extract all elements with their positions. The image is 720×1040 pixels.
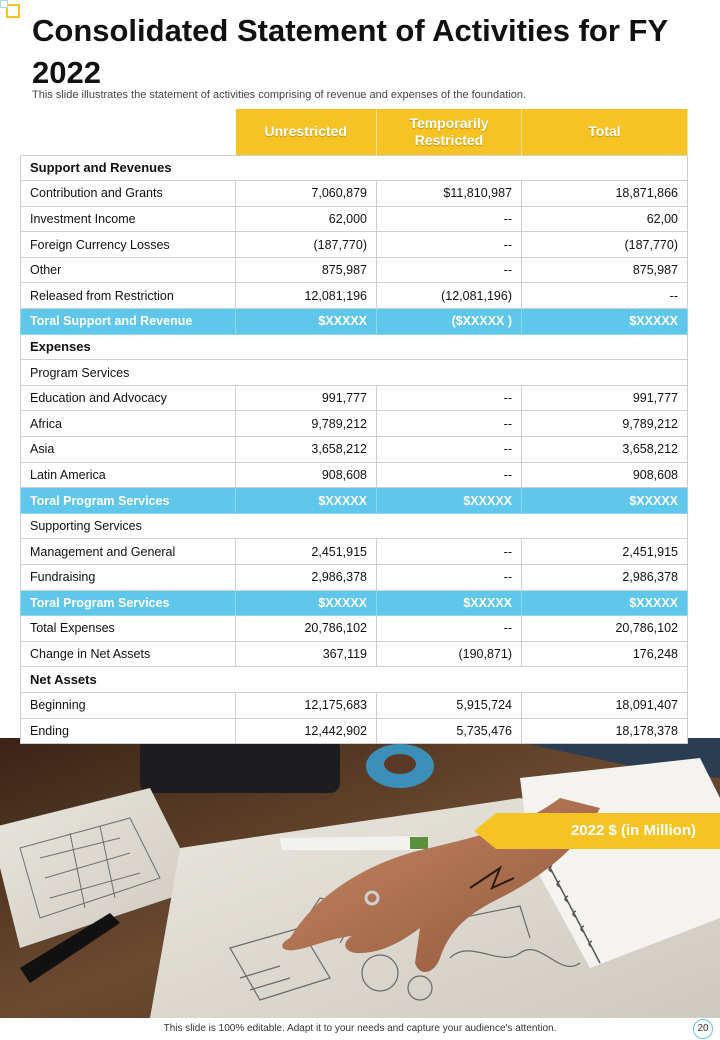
unrestricted-value: (187,770) xyxy=(236,232,377,258)
table-row xyxy=(21,437,688,463)
temporarily-restricted-value: (12,081,196) xyxy=(377,283,522,309)
page-subtitle: This slide illustrates the statement of activities comprising of revenue and expenses of the foundation. xyxy=(32,89,527,101)
unrestricted-value: 12,442,902 xyxy=(236,718,377,744)
row-label: Management and General xyxy=(21,539,236,565)
table-row xyxy=(21,385,688,411)
table-row xyxy=(21,206,688,232)
section-label: Support and Revenues xyxy=(21,155,688,181)
temporarily-restricted-value: $XXXXX xyxy=(377,488,522,514)
row-label: Beginning xyxy=(21,692,236,718)
section-label: Expenses xyxy=(21,334,688,360)
page-number-badge: 20 xyxy=(693,1019,713,1039)
table-header-row xyxy=(21,109,688,155)
row-label: Toral Program Services xyxy=(21,590,236,616)
total-value: 9,789,212 xyxy=(522,411,688,437)
total-value: 20,786,102 xyxy=(522,616,688,642)
temporarily-restricted-value: ($XXXXX ) xyxy=(377,309,522,335)
temporarily-restricted-value: -- xyxy=(377,539,522,565)
table-row xyxy=(21,283,688,309)
table-row xyxy=(21,539,688,565)
temporarily-restricted-value: -- xyxy=(377,385,522,411)
total-row xyxy=(21,488,688,514)
corner-decoration xyxy=(0,0,22,22)
row-label: Latin America xyxy=(21,462,236,488)
page-title: Consolidated Statement of Activities for FY 2022 xyxy=(32,13,668,90)
row-label: Change in Net Assets xyxy=(21,641,236,667)
section-row xyxy=(21,667,688,693)
unrestricted-value: 12,175,683 xyxy=(236,692,377,718)
table-row xyxy=(21,692,688,718)
table-row xyxy=(21,718,688,744)
table-row xyxy=(21,257,688,283)
unrestricted-value: 875,987 xyxy=(236,257,377,283)
unrestricted-value: 991,777 xyxy=(236,385,377,411)
total-value: 18,091,407 xyxy=(522,692,688,718)
header-unrestricted: Unrestricted xyxy=(236,109,377,155)
section-row xyxy=(21,155,688,181)
row-label: Total Expenses xyxy=(21,616,236,642)
table-row xyxy=(21,641,688,667)
total-value: $XXXXX xyxy=(522,488,688,514)
unrestricted-value: $XXXXX xyxy=(236,309,377,335)
row-label: Africa xyxy=(21,411,236,437)
table-row xyxy=(21,616,688,642)
table-row xyxy=(21,181,688,207)
units-banner xyxy=(474,813,720,849)
temporarily-restricted-value: -- xyxy=(377,437,522,463)
temporarily-restricted-value: -- xyxy=(377,462,522,488)
table-row xyxy=(21,411,688,437)
total-value: 18,178,378 xyxy=(522,718,688,744)
table-body xyxy=(21,155,688,744)
total-value: (187,770) xyxy=(522,232,688,258)
total-value: 62,00 xyxy=(522,206,688,232)
total-row xyxy=(21,309,688,335)
row-label: Toral Support and Revenue xyxy=(21,309,236,335)
row-label: Investment Income xyxy=(21,206,236,232)
row-label: Fundraising xyxy=(21,565,236,591)
unrestricted-value: 908,608 xyxy=(236,462,377,488)
total-value: 2,451,915 xyxy=(522,539,688,565)
row-label: Other xyxy=(21,257,236,283)
row-label: Released from Restriction xyxy=(21,283,236,309)
table-row xyxy=(21,513,688,539)
statement-of-activities-table xyxy=(20,109,688,744)
row-label: Asia xyxy=(21,437,236,463)
header-total: Total xyxy=(522,109,688,155)
temporarily-restricted-value: $11,810,987 xyxy=(377,181,522,207)
total-value: 991,777 xyxy=(522,385,688,411)
total-value: 908,608 xyxy=(522,462,688,488)
footer-note: This slide is 100% editable. Adapt it to your needs and capture your audience's attention. xyxy=(163,1023,557,1034)
row-label: Education and Advocacy xyxy=(21,385,236,411)
unrestricted-value: 2,451,915 xyxy=(236,539,377,565)
total-value: -- xyxy=(522,283,688,309)
corner-square-blue xyxy=(0,0,8,8)
table-row xyxy=(21,462,688,488)
header-blank-cell xyxy=(21,109,236,155)
unrestricted-value: $XXXXX xyxy=(236,590,377,616)
unrestricted-value: 62,000 xyxy=(236,206,377,232)
row-label: Toral Program Services xyxy=(21,488,236,514)
temporarily-restricted-value: -- xyxy=(377,257,522,283)
temporarily-restricted-value: -- xyxy=(377,206,522,232)
total-value: $XXXXX xyxy=(522,309,688,335)
statement-table-container xyxy=(20,109,687,744)
unrestricted-value: 7,060,879 xyxy=(236,181,377,207)
total-value: 2,986,378 xyxy=(522,565,688,591)
row-label: Ending xyxy=(21,718,236,744)
temporarily-restricted-value: -- xyxy=(377,411,522,437)
temporarily-restricted-value: -- xyxy=(377,565,522,591)
section-row xyxy=(21,334,688,360)
section-label: Net Assets xyxy=(21,667,688,693)
unrestricted-value: 20,786,102 xyxy=(236,616,377,642)
total-value: $XXXXX xyxy=(522,590,688,616)
temporarily-restricted-value: (190,871) xyxy=(377,641,522,667)
subsection-label: Program Services xyxy=(21,360,688,386)
temporarily-restricted-value: $XXXXX xyxy=(377,590,522,616)
row-label: Foreign Currency Losses xyxy=(21,232,236,258)
total-row xyxy=(21,590,688,616)
total-value: 18,871,866 xyxy=(522,181,688,207)
header-temporarily-restricted: Temporarily Restricted xyxy=(377,109,522,155)
banner-arrow-tip xyxy=(474,813,496,849)
table-row xyxy=(21,232,688,258)
table-row xyxy=(21,565,688,591)
unrestricted-value: $XXXXX xyxy=(236,488,377,514)
table-row xyxy=(21,360,688,386)
total-value: 3,658,212 xyxy=(522,437,688,463)
desk-sketching-photo xyxy=(0,738,720,1018)
total-value: 176,248 xyxy=(522,641,688,667)
unrestricted-value: 2,986,378 xyxy=(236,565,377,591)
temporarily-restricted-value: 5,735,476 xyxy=(377,718,522,744)
temporarily-restricted-value: 5,915,724 xyxy=(377,692,522,718)
subsection-label: Supporting Services xyxy=(21,513,688,539)
temporarily-restricted-value: -- xyxy=(377,232,522,258)
total-value: 875,987 xyxy=(522,257,688,283)
row-label: Contribution and Grants xyxy=(21,181,236,207)
corner-square-yellow xyxy=(6,4,20,18)
unrestricted-value: 367,119 xyxy=(236,641,377,667)
unrestricted-value: 3,658,212 xyxy=(236,437,377,463)
temporarily-restricted-value: -- xyxy=(377,616,522,642)
unrestricted-value: 9,789,212 xyxy=(236,411,377,437)
banner-label: 2022 $ (in Million) xyxy=(496,813,720,849)
unrestricted-value: 12,081,196 xyxy=(236,283,377,309)
